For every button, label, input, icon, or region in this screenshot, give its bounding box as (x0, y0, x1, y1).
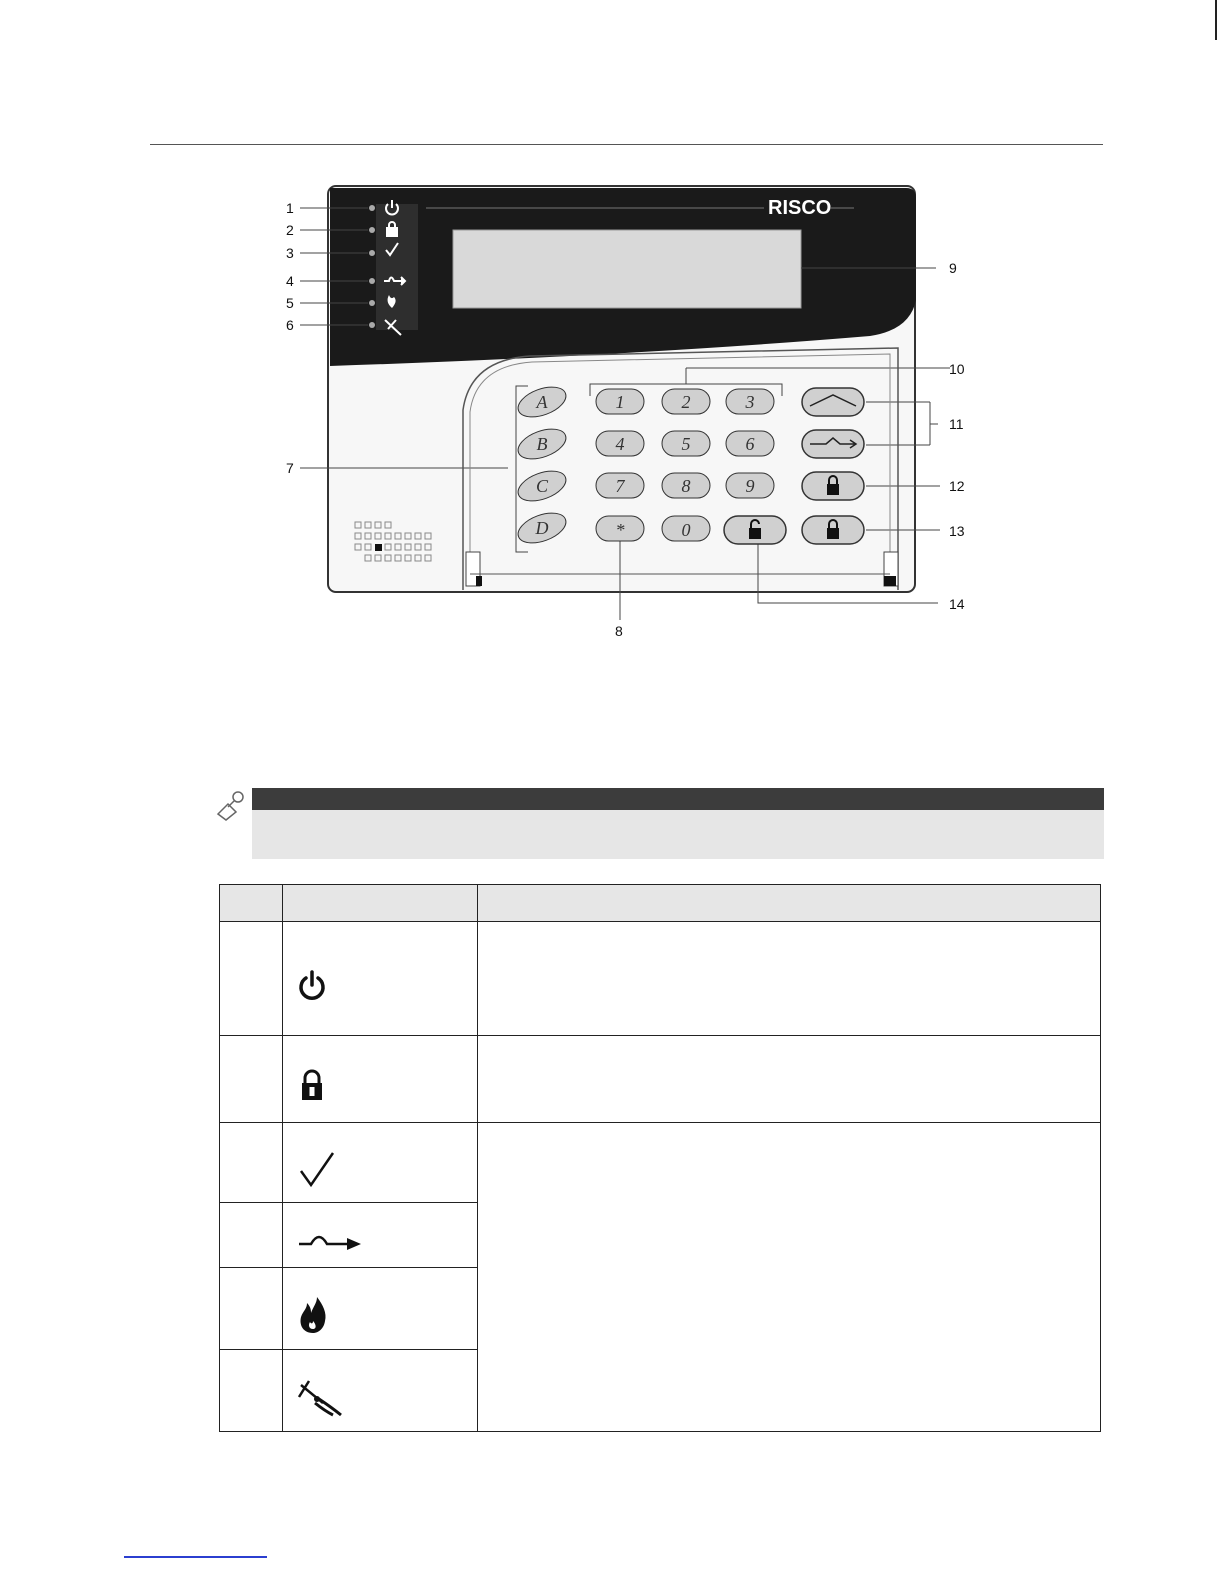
table-row (220, 922, 1101, 1036)
svg-text:9: 9 (745, 476, 755, 496)
svg-text:*: * (615, 520, 625, 540)
svg-text:10: 10 (949, 361, 965, 377)
svg-text:2: 2 (681, 392, 691, 412)
keypad-diagram (270, 180, 990, 650)
brand-logo: RISCO (768, 197, 832, 219)
svg-text:A: A (536, 392, 548, 412)
page-corner-mark (1215, 0, 1217, 40)
header-cell-number (220, 885, 283, 922)
svg-text:7: 7 (615, 476, 625, 496)
svg-text:12: 12 (949, 478, 965, 494)
led-strip (376, 204, 418, 330)
lcd-display (453, 230, 801, 308)
svg-text:8: 8 (615, 623, 623, 639)
svg-text:14: 14 (949, 596, 965, 612)
tamper-pliers-icon (297, 1377, 343, 1417)
table-row (220, 1036, 1101, 1123)
svg-text:2: 2 (286, 222, 294, 238)
note-body (252, 810, 1104, 859)
svg-text:13: 13 (949, 523, 965, 539)
svg-text:D: D (535, 518, 549, 538)
led-indicator-table (219, 884, 1101, 1432)
table-row (220, 1123, 1101, 1203)
svg-text:9: 9 (949, 260, 957, 276)
fire-icon (297, 1295, 329, 1335)
svg-text:3: 3 (286, 245, 294, 261)
note-icon (214, 788, 248, 822)
table-header-row (220, 885, 1101, 922)
header-cell-description (478, 885, 1101, 922)
svg-text:4: 4 (286, 273, 294, 289)
svg-text:7: 7 (286, 460, 294, 476)
svg-text:0: 0 (681, 520, 691, 540)
header-cell-icon (283, 885, 478, 922)
power-icon (297, 969, 327, 1001)
svg-text:3: 3 (745, 392, 755, 412)
ready-check-icon (297, 1149, 337, 1189)
svg-text:B: B (536, 434, 548, 454)
svg-text:6: 6 (745, 434, 755, 454)
bypass-arrow-icon (297, 1230, 363, 1252)
svg-text:8: 8 (681, 476, 691, 496)
svg-text:5: 5 (286, 295, 294, 311)
svg-text:11: 11 (949, 416, 964, 432)
svg-text:5: 5 (681, 434, 691, 454)
header-rule (150, 144, 1103, 145)
svg-text:C: C (535, 476, 549, 496)
footer-link-underline[interactable] (124, 1556, 267, 1558)
svg-text:4: 4 (615, 434, 625, 454)
arm-lock-icon (297, 1069, 327, 1101)
svg-text:1: 1 (615, 392, 625, 412)
svg-text:6: 6 (286, 317, 294, 333)
note-header-bar (252, 788, 1104, 810)
svg-text:1: 1 (286, 200, 294, 216)
